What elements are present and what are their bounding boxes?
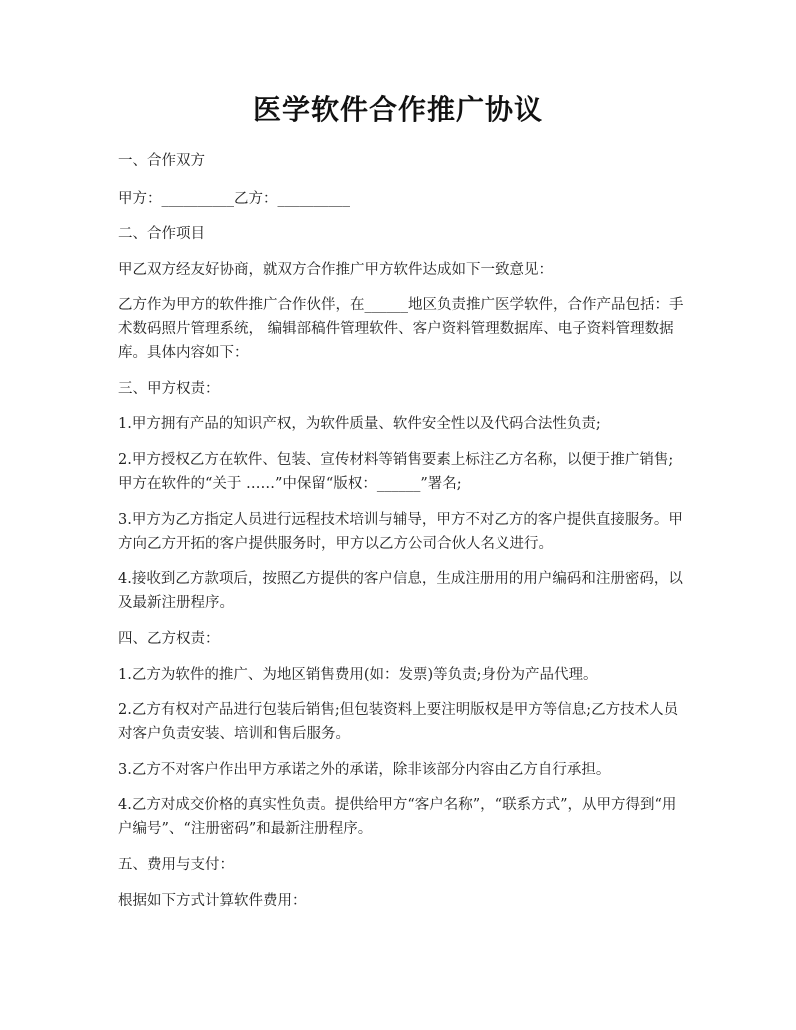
paragraph: 根据如下方式计算软件费用： bbox=[118, 893, 307, 909]
paragraph: 一、合作双方 bbox=[118, 153, 205, 169]
document-title: 医学软件合作推广协议 bbox=[252, 93, 543, 126]
paragraph: 4.乙方对成交价格的真实性负责。提供给甲方“客户名称”，“联系方式”，从甲方得到“用户编号”、“注册密码”和最新注册程序。 bbox=[118, 797, 677, 837]
paragraph: 2.甲方授权乙方在软件、包装、宣传材料等销售要素上标注乙方名称，以便于推广销售;甲方在软件的“关于 ……”中保留“版权：______”署名; bbox=[118, 452, 674, 492]
paragraph: 4.接收到乙方款项后，按照乙方提供的客户信息，生成注册用的用户编码和注册密码，以及最新注册程序。 bbox=[118, 571, 683, 611]
paragraph: 3.乙方不对客户作出甲方承诺之外的承诺，除非该部分内容由乙方自行承担。 bbox=[118, 762, 611, 778]
paragraph: 1.甲方拥有产品的知识产权，为软件质量、软件安全性以及代码合法性负责; bbox=[118, 416, 601, 432]
paragraph: 2.乙方有权对产品进行包装后销售;但包装资料上要注明版权是甲方等信息;乙方技术人员对客户负责安装、培训和售后服务。 bbox=[118, 702, 679, 742]
paragraph: 二、合作项目 bbox=[118, 226, 205, 242]
paragraph: 3.甲方为乙方指定人员进行远程技术培训与辅导，甲方不对乙方的客户提供直接服务。甲方向乙方开拓的客户提供服务时，甲方以乙方公司合伙人名义进行。 bbox=[118, 512, 683, 552]
paragraph: 甲方：__________乙方：__________ bbox=[118, 191, 350, 207]
paragraph: 三、甲方权责： bbox=[118, 381, 220, 397]
paragraph: 1.乙方为软件的推广、为地区销售费用(如：发票)等负责;身份为产品代理。 bbox=[118, 667, 598, 683]
paragraph: 五、费用与支付： bbox=[118, 857, 234, 873]
paragraph: 四、乙方权责： bbox=[118, 631, 220, 647]
paragraph: 甲乙双方经友好协商，就双方合作推广甲方软件达成如下一致意见： bbox=[118, 262, 553, 278]
paragraph: 乙方作为甲方的软件推广合作伙伴，在______地区负责推广医学软件，合作产品包括：手术数码照片管理系统， 编辑部稿件管理软件、客户资料管理数据库、电子资料管理数据库。具体内容如下： bbox=[118, 297, 684, 361]
